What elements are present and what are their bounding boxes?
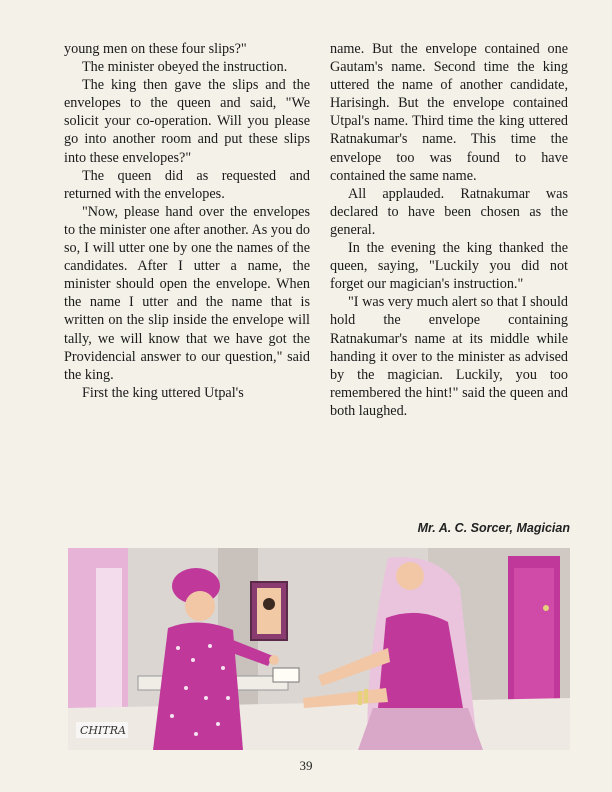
- paragraph: The minister obeyed the instruction.: [82, 59, 288, 76]
- paragraph: "I was very much alert so that I should hold the envelope containing Ratnakumar's name at its middle while handing it over to the minister as advised by the magician. Luckily, you too remembered the hint!" said the queen and both laughed.: [330, 294, 568, 419]
- right-text-column: [330, 40, 568, 420]
- envelope-icon: [273, 668, 299, 682]
- paragraph: All applauded. Ratnakumar was declared to have been chosen as the general.: [330, 185, 568, 238]
- paragraph: "Now, please hand over the envelopes to the minister one after another. As you do so, I will utter one by one the names of the candidates. After I utter a name, the minister should open the envelope. When the name I utter and the name that is written on the slip inside the envelope will tally, we will know that we have got the Providencial answer to our question," said the king.: [64, 203, 310, 383]
- paragraph: The queen did as requested and returned with the envelopes.: [64, 167, 310, 202]
- paragraph: name. But the envelope contained one Gautam's name. Second time the king uttered the name of another candidate, Harisingh. But the envelope contained Utpal's name. Third time the king uttered Ratnakumar's name. This time the envelope too was found to have contained the same name.: [330, 41, 568, 184]
- page-number: 39: [299, 758, 313, 773]
- paragraph: The king then gave the slips and the envelopes to the queen and said, "We solicit your co-operation. Will you please go into another room and put these slips into these envelopes?": [64, 77, 310, 166]
- author-credit: Mr. A. C. Sorcer, Magician: [417, 521, 570, 535]
- artist-signature: CHITRA: [80, 724, 126, 737]
- story-illustration: [68, 548, 570, 750]
- left-text-column: [64, 40, 310, 402]
- paragraph: young men on these four slips?": [64, 41, 247, 57]
- paragraph: First the king uttered Utpal's: [82, 384, 244, 401]
- paragraph: In the evening the king thanked the queen, saying, "Luckily you did not forget our magician's instruction.": [330, 240, 568, 293]
- portrait-frame: [251, 582, 287, 640]
